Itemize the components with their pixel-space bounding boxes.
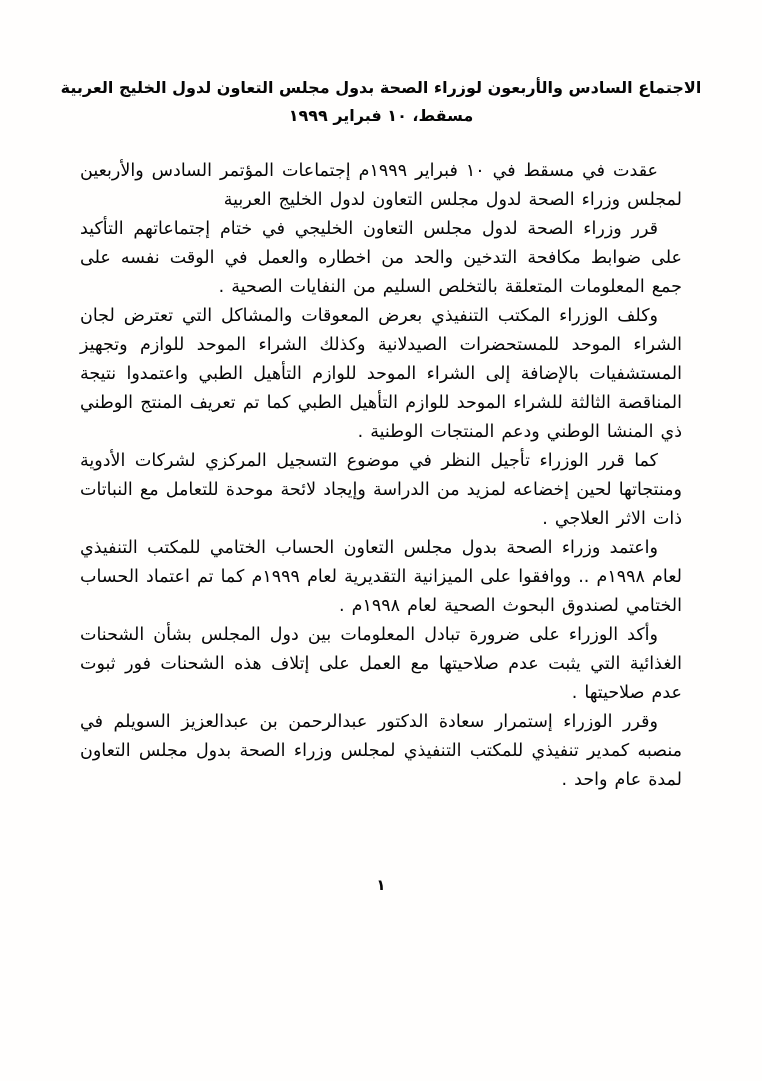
paragraph-6: وأكد الوزراء على ضرورة تبادل المعلومات بين دول المجلس بشأن الشحنات الغذائية التي يثبت عدم صلاحيتها مع العمل على إتلاف هذه الشحنات فور ثبوت عدم صلاحيتها .: [80, 625, 682, 703]
document-body: [80, 157, 682, 795]
paragraph-2: قرر وزراء الصحة لدول مجلس التعاون الخليجي في ختام إجتماعاتهم التأكيد على ضوابط مكافحة التدخين والحد من اخطاره والعمل في الوقت نفسه على جمع المعلومات المتعلقة بالتخلص السليم من النفايات الصحية .: [80, 219, 682, 297]
paragraph-1: عقدت في مسقط في ١٠ فبراير ١٩٩٩م إجتماعات المؤتمر السادس والأربعين لمجلس وزراء الصحة لدول مجلس التعاون لدول الخليج العربية: [80, 161, 682, 210]
document-subtitle: مسقط، ١٠ فبراير ١٩٩٩: [288, 106, 474, 125]
page-number: ١: [376, 876, 386, 894]
paragraph-7: وقرر الوزراء إستمرار سعادة الدكتور عبدالرحمن بن عبدالعزيز السويلم في منصبه كمدير تنفيذي للمكتب التنفيذي لمجلس وزراء الصحة بدول مجلس التعاون لمدة عام واحد .: [80, 712, 682, 790]
document-header: [0, 74, 762, 130]
document-title: الاجتماع السادس والأربعون لوزراء الصحة بدول مجلس التعاون لدول الخليج العربية: [60, 78, 702, 97]
paragraph-5: واعتمد وزراء الصحة بدول مجلس التعاون الحساب الختامي للمكتب التنفيذي لعام ١٩٩٨م .. ووافقوا على الميزانية التقديرية لعام ١٩٩٩م كما تم اعتماد الحساب الختامي لصندوق البحوث الصحية لعام ١٩٩٨م .: [80, 538, 682, 616]
paragraph-4: كما قرر الوزراء تأجيل النظر في موضوع التسجيل المركزي لشركات الأدوية ومنتجاتها لحين إخضاعه لمزيد من الدراسة وإيجاد لائحة موحدة للتعامل مع النباتات ذات الاثر العلاجي .: [80, 451, 682, 529]
paragraph-3: وكلف الوزراء المكتب التنفيذي بعرض المعوقات والمشاكل التي تعترض لجان الشراء الموحد للمستحضرات الصيدلانية وكذلك الشراء الموحد للوازم وتجهيز المستشفيات بالإضافة إلى الشراء الموحد للوازم التأهيل الطبي واعتمدوا نتيجة المناقصة الثالثة للشراء الموحد للوازم التأهيل الطبي كما تم تعريف المنتج الوطني ذي المنشا الوطني ودعم المنتجات الوطنية .: [80, 306, 682, 442]
